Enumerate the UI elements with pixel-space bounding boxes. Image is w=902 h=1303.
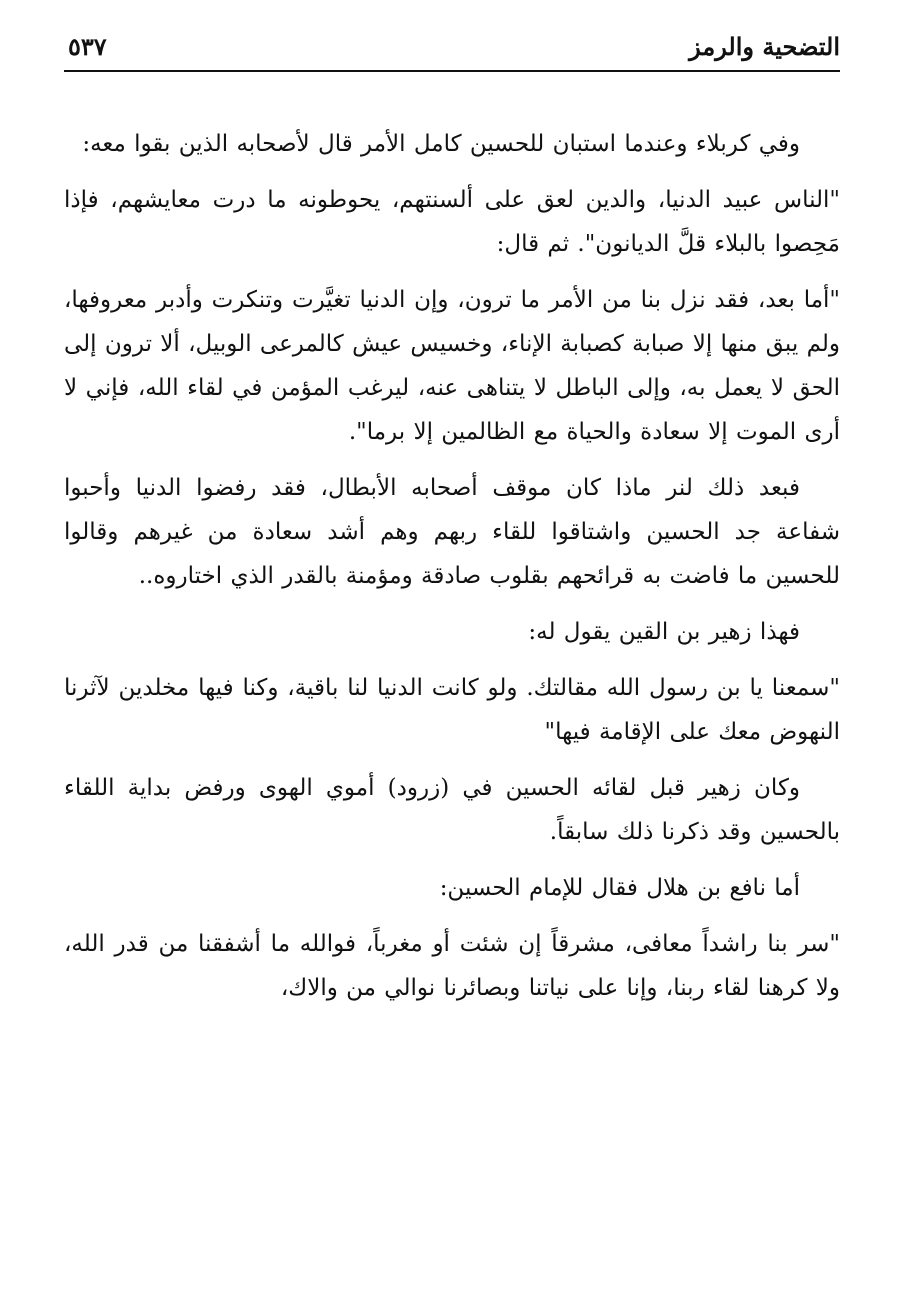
paragraph-zuhair-quote: "سمعنا يا بن رسول الله مقالتك. ولو كانت الدنيا لنا باقية، وكنا فيها مخلدين لآثرنا النهوض معك على الإقامة فيها" [64, 675, 840, 745]
paragraph-quote-1: "الناس عبيد الدنيا، والدين لعق على ألسنتهم، يحوطونه ما درت معايشهم، فإذا مَحِصوا بالبلاء قلَّ الديانون". ثم قال: [64, 187, 840, 257]
paragraph-zuhair-intro: فهذا زهير بن القين يقول له: [528, 619, 800, 645]
body-text [64, 122, 840, 1010]
page-number: ٥٣٧ [68, 32, 107, 61]
paragraph-zuhair-note: وكان زهير قبل لقائه الحسين في (زرود) أموي الهوى ورفض بداية اللقاء بالحسين وقد ذكرنا ذلك سابقاً. [64, 775, 840, 845]
paragraph-intro: وفي كربلاء وعندما استبان للحسين كامل الأمر قال لأصحابه الذين بقوا معه: [82, 131, 800, 157]
paragraph-companions: فبعد ذلك لنر ماذا كان موقف أصحابه الأبطال، فقد رفضوا الدنيا وأحبوا شفاعة جد الحسين واشتاقوا للقاء ربهم وهم أشد سعادة من غيرهم وقالوا للحسين ما فاضت به قرائحهم بقلوب صادقة ومؤمنة بالقدر الذي اختاروه.. [64, 475, 840, 589]
paragraph-quote-2: "أما بعد، فقد نزل بنا من الأمر ما ترون، وإن الدنيا تغيَّرت وتنكرت وأدبر معروفها، ولم يبق منها إلا صبابة كصبابة الإناء، وخسيس عيش كالمرعى الوبيل، ألا ترون إلى الحق لا يعمل به، وإلى الباطل لا يتناهى عنه، ليرغب المؤمن في لقاء الله، فإني لا أرى الموت إلا سعادة والحياة مع الظالمين إلا برما". [64, 287, 840, 445]
paragraph-nafi-intro: أما نافع بن هلال فقال للإمام الحسين: [439, 875, 800, 901]
paragraph-nafi-quote: "سر بنا راشداً معافى، مشرقاً إن شئت أو مغرباً، فوالله ما أشفقنا من قدر الله، ولا كرهنا لقاء ربنا، وإنا على نياتنا وبصائرنا نوالي من والاك، [64, 931, 840, 1001]
running-header [64, 24, 840, 72]
book-page [64, 24, 840, 1274]
running-title: التضحية والرمز [689, 32, 840, 61]
